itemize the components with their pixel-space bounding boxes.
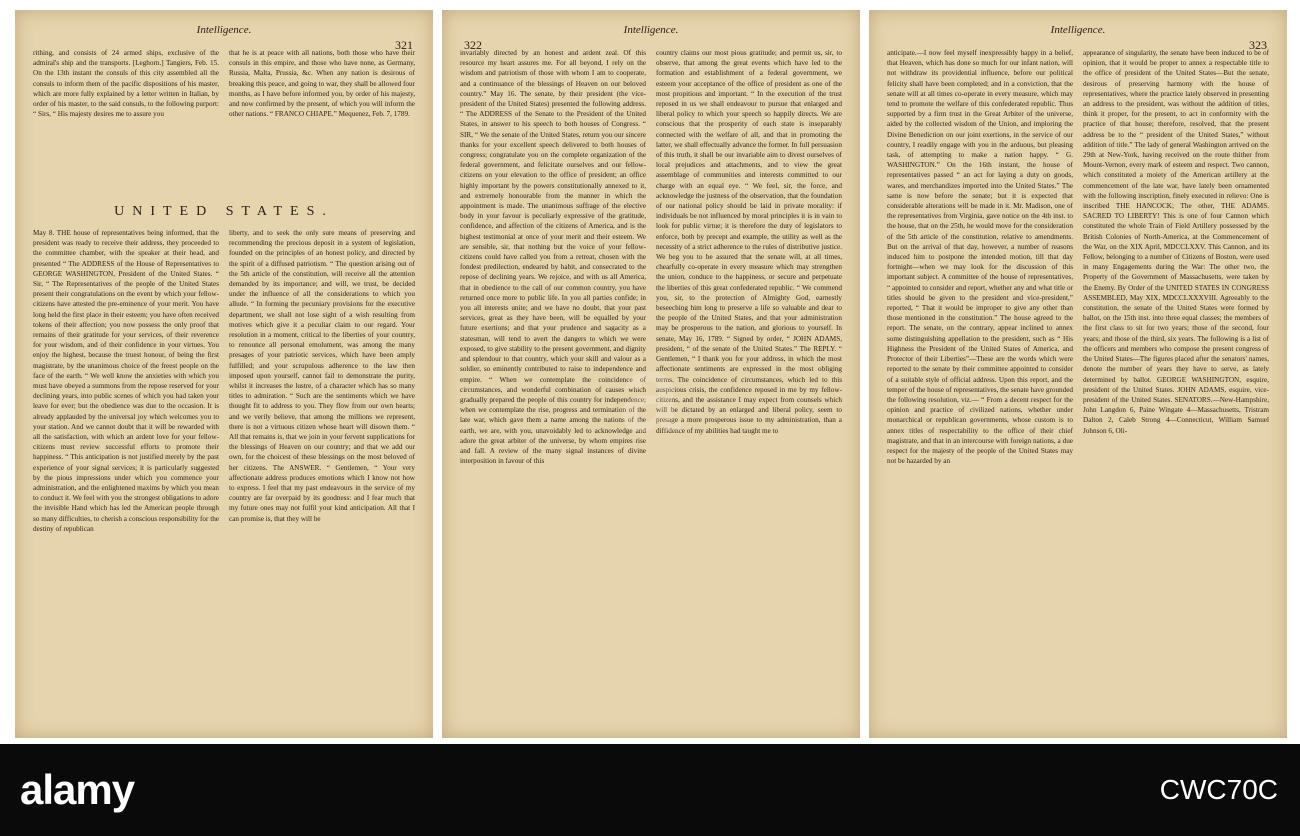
running-header: Intelligence. 321 xyxy=(196,24,413,52)
alamy-logo: alamy xyxy=(20,766,135,813)
page-323 xyxy=(869,10,1287,738)
column: invariably directed by an honest and ardent zeal. Of this resource my heart assures me. For all beyond, I rely on the wisdom and patriotism of those with whom I am to cooperate, and a continuance of the blessings of Heaven on our beloved country.” May 16. The senate, by their president (the vice-president of the United States) presented the following address. “ The ADDRESS of the Senate to the President of the United States, in answer to his speech to both houses of Congress. “ SIR, “ We the senate of the United States, return you our sincere thanks for your excellent speech delivered to both houses of congress; congratulate you on the complete organization of the federal government, and felicitate ourselves and our fellow-citizens on your elevation to the office of president; an office highly important by the powers constitutionally annexed to it, and extremely honourable from the manner in which the appointment is made. The unanimous suffrage of the elective body in your favour is peculiarly expressive of the gratitude, confidence, and affection of the citizens of America, and is the highest testimonial at once of your merit and their esteem. We are sensible, sir, that nothing but the voice of your fellow-citizens could have called you from a retreat, chosen with the fondest predilection, endeared by habit, and consecrated to the repose of declining years. We rejoice, and with us all America, that in obedience to the call of our common country, you have returned once more to public life. In you all parties confide; in you all interests unite; and we have no doubt, that your past services, great as they have been, will be equalled by your future exertions; and that your prudence and sagacity as a statesman, will tend to avert the dangers to which we were exposed, to give stability to the present government, and dignity and splendour to that country, which your skill and valour as a soldier, so eminently contributed to raise to independence and empire. “ When we contemplate the coincidence of circumstances, and wonderful combination of causes which gradually prepared the people of this country for independence; when we contemplate the rise, progress and termination of the late war, which gave them a name among the nations of the earth, we are, with you, unavoidably led to acknowledge and adore the great arbiter of the universe, by whom empires rise and fall. A review of the many signal instances of divine interposition in favour of this xyxy=(460,49,646,466)
page-number: 321 xyxy=(395,38,413,52)
body-columns xyxy=(33,228,415,708)
running-header: Intelligence. 323 xyxy=(1050,24,1267,52)
body-columns xyxy=(460,48,842,728)
page-number: 323 xyxy=(1249,38,1267,52)
column: anticipate.—I now feel myself inexpressibly happy in a belief, that Heaven, which has done so much for our infant nation, will not withdraw its providential influence, before our political felicity shall have been completed; and in a conviction, that the senate will at all times co-operate in every measure, which may tend to promote the welfare of this confederated republic. Thus supported by a firm trust in the Great Arbiter of the universe, aided by the collected wisdom of the Union, and imploring the Divine Benediction on our joint exertions, in the service of our country, I readily engage with you in the arduous, but pleasing task, of attempting to make a nation happy. “ G. WASHINGTON.” On the 16th instant, the house of representatives passed “ an act for laying a duty on goods, wares, and merchandizes imported into the United States.” The same is now before the senate; but it is expected that considerable alterations will be made in it. Mr. Madison, one of the representatives from Virginia, gave notice on the 4th inst. to the house, that on the 25th, he would move for the consideration of the 5th article of the constitution, relative to amendments. But on the arrival of that day, however, a number of reasons induced him to postpone the intended motion, till that day fortnight—when we may look for the discussion of this important subject. A committee of the house of representatives, “ appointed to consider and report, whether any and what title or titles should be given to the president and vice-president,” reported, “ That it would be improper to give any other than those mentioned in the constitution.” The house agreed to the report. The senate, on the contrary, appear inclined to annex some distinguishing appellation to the president, such as “ His Highness the President of the United States of America, and Protector of their Liberties”—These are the words which were reported to the senate by their committee appointed to consider of a suitable style of official address. Upon this report, and the temper of the house of representatives, the senate have grounded the following resolution, viz.— “ From a decent respect for the opinion and practice of civilized nations, whether under monarchical or republican governments, whose custom is to annex titles of respectability to the office of their chief magistrate, and that in an intercourse with foreign nations, a due respect for the majesty of the people of the United States may not be hazarded by an xyxy=(887,49,1073,466)
column: country claims our most pious gratitude; and permit us, sir, to observe, that among the great events which have led to the formation and establishment of a federal government, we esteem your acceptance of the office of president as one of the most propitious and important. “ In the execution of the trust reposed in us we shall endeavour to pursue that enlarged and liberal policy to which your speech so happily directs. We are conscious that the prosperity of each state is inseparably connected with the welfare of all, and that in promoting the latter, we shall effectually advance the former. In full persuasion of this truth, it shall be our invariable aim to divest ourselves of local prejudices and attachments, and to view the great assemblage of communities and interests committed to our charge with an equal eye. “ We feel, sir, the force, and acknowledge the justness of the observation, that the foundation of our national policy should be laid in private morality: if individuals be not influenced by moral principles it is in vain to look for public virtue; it is therefore the duty of legislators to enforce, both by precept and example, the utility as well as the necessity of a strict adherence to the rules of distributive justice. We beg you to be assured that the senate will, at all times, chearfully co-operate in every measure which may strengthen the union, conduce to the happiness, or secure and perpetuate the liberties of this great confederated republic. “ We commend you, sir, to the protection of Almighty God, earnestly beseeching him long to preserve a life so valuable and dear to the people of the United States, and that your administration may be prosperous to the nation, and glorious to yourself. In senate, May 16, 1789. “ Signed by order, “ JOHN ADAMS, president, “ of the senate of the United States.” The REPLY. “ Gentlemen, “ I thank you for your address, in which the most affectionate sentiments are expressed in the most obliging terms. The coincidence of circumstances, which led to this auspicious crisis, the confidence reposed in me by my fellow-citizens, and the assistance I may expect from counsels which will be dictated by an enlarged and liberal policy, seem to presage a more prosperous issue to my administration, than a diffidence of my abilities had taught me to xyxy=(656,49,842,435)
page-321 xyxy=(15,10,433,738)
top-columns xyxy=(33,48,415,198)
stock-footer-bar xyxy=(0,744,1300,836)
section-title: UNITED STATES. xyxy=(114,204,334,219)
column: that he is at peace with all nations, both those who have their consuls in this empire, and those who have none, as Germany, Russia, Malta, Prussia, &c. When any nation is desirous of breaking this peace, and going to war, they shall be allowed four months, as I have before informed you, by order of his majesty, and now confirmed by the present, of which you will inform the other nations. “ FRANCO CHIAPE.” Mequenez, Feb. 7, 1789. xyxy=(229,49,415,119)
page-number: 322 xyxy=(464,38,482,52)
body-columns xyxy=(887,48,1269,728)
running-header: 322 Intelligence. xyxy=(464,24,679,52)
column: May 8. THE house of representatives being informed, that the president was ready to receive their address, they proceeded to the committee chamber, with the speaker at their head, and presented “ The ADDRESS of the House of Representatives to GEORGE WASHINGTON, President of the United States. “ Sir, “ The Representatives of the people of the United States present their congratulations on the event by which your fellow-citizens have attested the pre-eminence of your merit. You have long held the first place in their esteem; you have often received tokens of their affection; you now possess the only proof that remains of their gratitude for your services, of their reverence for your wisdom, and of their confidence in your virtues. You enjoy the highest, because the truest honour, of being the first magistrate, by the unanimous choice of the freest people on the face of the earth. “ We well know the anxieties with which you must have obeyed a summons from the repose reserved for your declining years, into public scenes of which you had taken your leave for ever; but the obedience was due to the occasion. It is already applauded by the universal joy which welcomes you to your station. And we cannot doubt that it will be rewarded with all the satisfaction, with which an ardent love for your fellow-citizens must review successful efforts to promote their happiness. “ This anticipation is not justified merely by the past experience of your signal services; it is particularly suggested by the pious impressions under which you commence your administration, and the enlightened maxims by which you mean to conduct it. We feel with you the strongest obligations to adore the invisible Hand which has led the American people through so many difficulties, to cherish a conscious responsibility for the destiny of republican xyxy=(33,229,219,533)
column: liberty, and to seek the only sure means of preserving and recommending the precious deposit in a system of legislation, founded on the principles of an honest policy, and directed by the spirit of a diffused patriotism. “ The question arising out of the 5th article of the constitution, will receive all the attention demanded by its importance; and will, we trust, be decided under the influence of all the considerations to which you allude. “ In forming the pecuniary provisions for the executive department, we shall not lose sight of a wish resulting from motives which give it a peculiar claim to our regard. Your resolution in a moment, critical to the liberties of your country, to renounce all personal emolument, was among the many presages of your patriotic services, which have been amply fulfilled; and your scrupulous adherence to the law then imposed upon yourself, cannot fail to demonstrate the purity, whilst it increases the lustre, of a character which has so many titles to admiration. “ Such are the sentiments which we have thought fit to address to you. They flow from our own hearts; and we verily believe, that among the millions we represent, there is not a virtuous citizen whose heart will disown them. “ All that remains is, that we join in your fervent supplications for the blessings of Heaven on our country; and that we add our own, for the choicest of these blessings on the most beloved of her citizens. The ANSWER. “ Gentlemen, “ Your very affectionate address produces emotions which I know not how to express. I feel that my past endeavours in the service of my country are far overpaid by its goodness: and I fear much that my future ones may not fulfil your kind anticipation. All that I can promise is, that they will be xyxy=(229,229,415,523)
page-322 xyxy=(442,10,860,738)
column: rithing, and consists of 24 armed ships, exclusive of the admiral's ship and the transports. [Leghorn.] Tangiers, Feb. 15. On the 13th instant the consuls of this city assembled all the consuls to inform them of the pacific dispositions of his master, which are more fully explained by a letter written in Italian, by order of his master, to the said consuls, to the following purport: “ Sirs, “ His majesty desires me to assure you xyxy=(33,49,219,119)
column: appearance of singularity, the senate have been induced to be of opinion, that it would be proper to annex a respectable title to the office of president of the United States—But the senate, desirous of preserving harmony with the house of representatives, where the practice lately observed in presenting an address to the president, was without the addition of titles, think it proper, for the present, to act in conformity with the practice of that house; therefore, resolved, that the present address be to the “ president of the United States,” without addition of title.” The lady of general Washington arrived on the 29th at New-York, having received on the route thither from Mount-Vernon, every mark of esteem and respect. Two cannon, which constituted a moiety of the American artillery at the commencement of the late war, have lately been ornamented with the following inscription, finely executed in relievo: One is inscribed THE HANCOCK; The other, THE ADAMS. SACRED TO LIBERTY! This is one of four Cannon which constituted the whole Train of Field Artillery possessed by the British Colonies of North-America, at the Commencement of the War, on the XIX April, MDCCLXXV. This Cannon, and its Fellow, belonging to a number of Citizens of Boston, were used in many Engagements during the War: The other two, the Property of the Government of Massachusetts, were taken by the Enemy. By Order of the UNITED STATES IN CONGRESS ASSEMBLED, May XIX, MDCCLXXXVIII. Agreeably to the constitution, the senate of the United States were formed by ballot, on the 15th inst. into three equal classes; the members of the first class to sit for two years; those of the second, four years; and those of the third, six years. The following is a list of the officers and members who compose the present congress of the United States—The figures placed after the senators' names, denote the number of years they have to serve, as lately determined by ballot. GEORGE WASHINGTON, esquire, president of the United States. JOHN ADAMS, esquire, vice-president of the United States. SENATORS.—New-Hampshire, John Langdon 6, Paine Wingate 4—Massachusetts, Tristram Dalton 2, Caleb Strong 4—Connecticut, William Samuel Johnson 6, Oli- xyxy=(1083,49,1269,435)
image-code: CWC70C xyxy=(1159,774,1278,805)
